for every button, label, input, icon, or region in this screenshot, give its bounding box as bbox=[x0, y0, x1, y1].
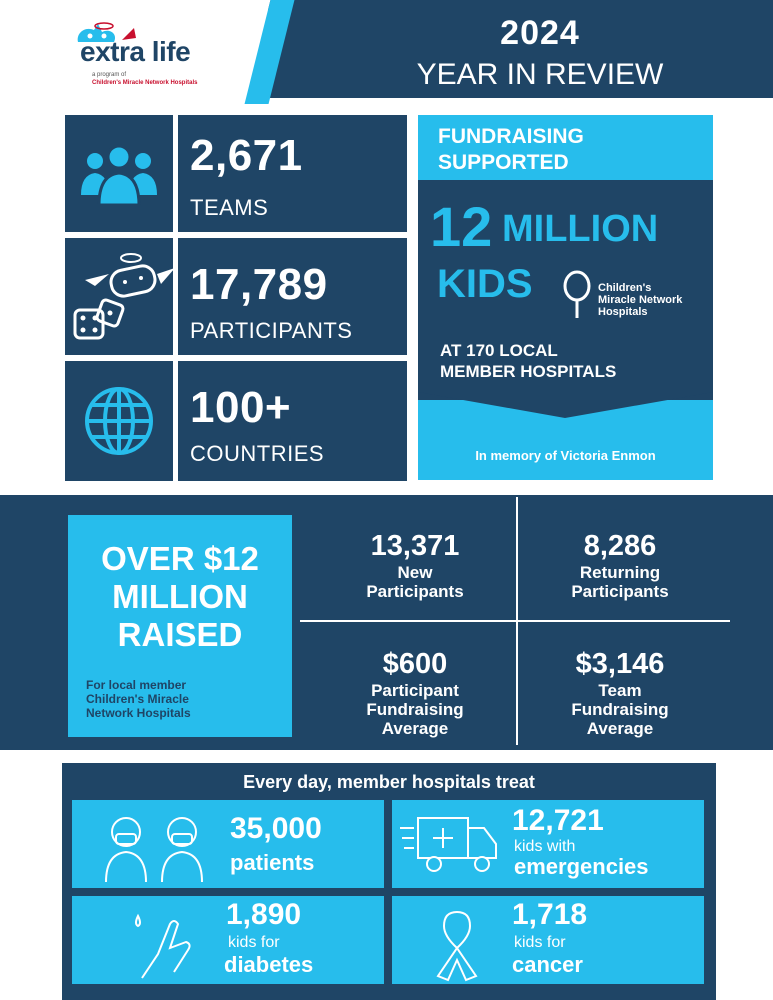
balloon-icon bbox=[562, 268, 592, 320]
fundraising-million: MILLION bbox=[502, 208, 659, 250]
cancer-value: 1,718 bbox=[512, 898, 588, 931]
report-year: 2024 bbox=[500, 14, 580, 52]
finger-drop-icon bbox=[122, 902, 202, 982]
raised-headline bbox=[68, 540, 292, 654]
new-participants-value: 13,371 bbox=[370, 530, 460, 562]
diabetes-label: diabetes bbox=[224, 952, 314, 977]
people-group-icon bbox=[65, 115, 173, 232]
teams-stat-cell bbox=[178, 115, 407, 232]
returning-participants-l2: Participants bbox=[571, 582, 669, 601]
cancer-label: cancer bbox=[512, 952, 583, 977]
teams-icon-cell bbox=[65, 115, 173, 232]
new-participants-stat bbox=[320, 530, 510, 601]
hospitals-count-text bbox=[440, 340, 616, 382]
emergencies-value: 12,721 bbox=[512, 804, 604, 837]
returning-participants-stat bbox=[520, 530, 720, 601]
new-participants-l1: New bbox=[397, 563, 433, 582]
cmn-line3: Hospitals bbox=[598, 306, 648, 318]
participant-average-value: $600 bbox=[382, 648, 448, 680]
daily-heading: Every day, member hospitals treat bbox=[243, 772, 535, 792]
participant-average-l3: Average bbox=[381, 719, 449, 738]
raised-line2: MILLION bbox=[112, 578, 248, 615]
countries-value: 100+ bbox=[190, 383, 292, 432]
raised-sub1: For local member bbox=[86, 678, 187, 692]
hospitals-line1: AT 170 LOCAL bbox=[440, 341, 558, 360]
returning-participants-l1: Returning bbox=[579, 563, 661, 582]
ambulance-icon bbox=[400, 814, 500, 878]
participant-average-l2: Fundraising bbox=[366, 700, 464, 719]
memorial-text: In memory of Victoria Enmon bbox=[475, 448, 656, 463]
fundraising-title-line2: SUPPORTED bbox=[438, 151, 569, 174]
raised-subtext bbox=[86, 678, 191, 720]
gamepad-dice-icon bbox=[65, 238, 173, 355]
countries-stat-cell bbox=[178, 361, 407, 481]
fundraising-kids: KIDS bbox=[437, 262, 533, 306]
report-subtitle: YEAR IN REVIEW bbox=[416, 58, 664, 91]
patients-card bbox=[72, 800, 384, 888]
cmn-line2: Miracle Network bbox=[598, 294, 683, 306]
participant-average-l1: Participant bbox=[371, 681, 459, 700]
hospitals-line2: MEMBER HOSPITALS bbox=[440, 362, 617, 381]
emergencies-card bbox=[392, 800, 704, 888]
countries-label: COUNTRIES bbox=[190, 441, 325, 466]
participants-value: 17,789 bbox=[190, 260, 328, 309]
cmn-logo-text bbox=[598, 282, 682, 318]
participants-stat-cell bbox=[178, 238, 407, 355]
patients-value: 35,000 bbox=[230, 812, 322, 845]
team-average-l1: Team bbox=[598, 681, 642, 700]
globe-icon bbox=[65, 361, 173, 481]
logo-wordmark: extra life bbox=[80, 36, 191, 67]
logo-org: Children's Miracle Network Hospitals bbox=[92, 80, 198, 86]
patients-label: patients bbox=[230, 850, 315, 875]
diabetes-small: kids for bbox=[228, 934, 280, 951]
participants-icon-cell bbox=[65, 238, 173, 355]
stats-horizontal-divider bbox=[300, 620, 730, 622]
returning-participants-value: 8,286 bbox=[583, 530, 657, 562]
team-average-stat bbox=[520, 648, 720, 738]
raised-sub2: Children's Miracle bbox=[86, 692, 189, 706]
emergencies-label: emergencies bbox=[514, 854, 649, 879]
fundraising-title-line1: FUNDRAISING bbox=[438, 125, 584, 148]
raised-line3: RAISED bbox=[117, 616, 243, 653]
masked-kids-icon bbox=[102, 806, 212, 886]
cmn-line1: Children's bbox=[598, 282, 652, 294]
team-average-l2: Fundraising bbox=[571, 700, 669, 719]
raised-line1: OVER $12 bbox=[101, 540, 259, 577]
cancer-card bbox=[392, 896, 704, 984]
diabetes-value: 1,890 bbox=[226, 898, 302, 931]
participants-label: PARTICIPANTS bbox=[190, 318, 353, 343]
diabetes-card bbox=[72, 896, 384, 984]
teams-label: TEAMS bbox=[190, 195, 269, 220]
fundraising-number: 12 bbox=[430, 195, 493, 258]
countries-icon-cell bbox=[65, 361, 173, 481]
emergencies-small: kids with bbox=[514, 838, 576, 855]
awareness-ribbon-icon bbox=[422, 902, 492, 982]
logo-tagline: a program of bbox=[92, 72, 127, 78]
fundraising-title bbox=[438, 124, 584, 176]
new-participants-l2: Participants bbox=[366, 582, 464, 601]
raised-sub3: Network Hospitals bbox=[86, 706, 191, 720]
participant-average-stat bbox=[320, 648, 510, 738]
cancer-small: kids for bbox=[514, 934, 566, 951]
team-average-l3: Average bbox=[586, 719, 654, 738]
teams-value: 2,671 bbox=[190, 131, 303, 180]
fundraising-chevron bbox=[418, 380, 713, 420]
team-average-value: $3,146 bbox=[575, 648, 665, 680]
